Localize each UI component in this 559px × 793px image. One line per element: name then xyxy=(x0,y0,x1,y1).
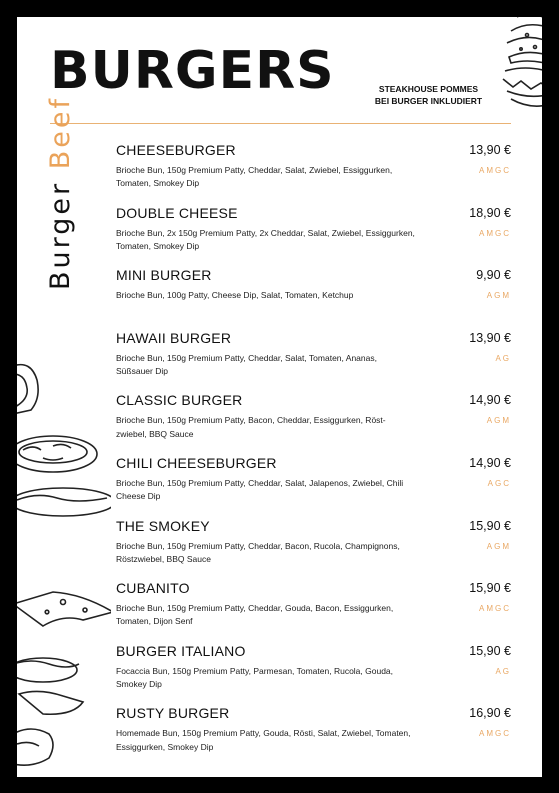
page-title: BURGERS xyxy=(50,41,335,101)
item-price: 18,90 € xyxy=(469,205,511,220)
menu-item xyxy=(116,705,511,768)
item-price: 15,90 € xyxy=(469,518,511,533)
item-description: Brioche Bun, 150g Premium Patty, Cheddar, Salat, Jalapenos, Zwiebel, Chili Cheese Dip xyxy=(116,477,404,502)
item-name: MINI BURGER xyxy=(116,267,212,284)
header-divider xyxy=(50,123,511,124)
item-allergens: AGM xyxy=(486,291,511,301)
tagline xyxy=(361,84,496,108)
item-description: Brioche Bun, 100g Patty, Cheese Dip, Salat, Tomaten, Ketchup xyxy=(116,290,354,301)
item-allergens: AG xyxy=(495,666,511,676)
menu-item xyxy=(116,392,511,455)
item-name: CLASSIC BURGER xyxy=(116,392,243,409)
item-description: Brioche Bun, 150g Premium Patty, Cheddar, Gouda, Bacon, Essiggurken, Tomaten, Dijon Senf xyxy=(116,603,394,627)
item-name: HAWAII BURGER xyxy=(116,329,232,346)
item-description: Homemade Bun, 150g Premium Patty, Gouda, Rösti, Salat, Zwiebel, Tomaten, Essiggurken, Smokey Dip xyxy=(116,728,411,752)
item-allergens: AMGC xyxy=(479,729,511,739)
item-description: Brioche Bun, 150g Premium Patty, Cheddar, Bacon, Rucola, Champignons, Röstzwiebel, BBQ Sauce xyxy=(116,540,400,564)
menu-item xyxy=(116,518,511,581)
item-price: 16,90 € xyxy=(469,706,511,721)
item-description: Brioche Bun, 150g Premium Patty, Cheddar, Salat, Tomaten, Ananas, Süßsauer Dip xyxy=(116,352,377,376)
item-allergens: AG xyxy=(495,353,511,363)
item-price: 13,90 € xyxy=(469,143,511,157)
menu-list xyxy=(116,142,511,768)
item-allergens: AGC xyxy=(487,478,511,488)
item-price: 13,90 € xyxy=(469,330,511,345)
item-description: Focaccia Bun, 150g Premium Patty, Parmesan, Tomaten, Rucola, Gouda, Smokey Dip xyxy=(116,665,394,689)
burger-illustration-top xyxy=(497,17,542,113)
item-price: 14,90 € xyxy=(469,393,511,408)
item-name: THE SMOKEY xyxy=(116,517,210,534)
tagline-line-2: BEI BURGER INKLUDIERT xyxy=(374,95,483,106)
menu-item xyxy=(116,330,511,393)
item-allergens: AGM xyxy=(486,541,511,551)
item-name: CHILI CHEESEBURGER xyxy=(116,454,277,471)
side-label xyxy=(47,96,74,290)
item-name: BURGER ITALIANO xyxy=(116,642,246,659)
item-name: DOUBLE CHEESE xyxy=(116,204,238,221)
menu-item xyxy=(116,205,511,268)
item-name: CUBANITO xyxy=(116,580,190,597)
side-label-word-2: Beef xyxy=(45,96,76,170)
burger-illustration-left xyxy=(17,362,111,777)
side-label-word-1: Burger xyxy=(45,180,76,290)
menu-item xyxy=(116,142,511,205)
menu-item xyxy=(116,580,511,643)
item-description: Brioche Bun, 150g Premium Patty, Cheddar, Salat, Zwiebel, Essiggurken, Tomaten, Smokey Dip xyxy=(116,165,393,189)
item-price: 15,90 € xyxy=(469,643,511,658)
item-allergens: AGM xyxy=(486,416,511,426)
item-description: Brioche Bun, 150g Premium Patty, Bacon, Cheddar, Essiggurken, Röst-zwiebel, BBQ Sauce xyxy=(116,415,386,439)
item-description: Brioche Bun, 2x 150g Premium Patty, 2x Cheddar, Salat, Zwiebel, Essiggurken, Tomaten, Smokey Dip xyxy=(116,227,415,251)
item-price: 14,90 € xyxy=(469,455,511,470)
item-name: CHEESEBURGER xyxy=(116,142,236,158)
menu-item xyxy=(116,643,511,706)
item-allergens: AMGC xyxy=(479,228,511,238)
menu-item xyxy=(116,267,511,330)
menu-page xyxy=(17,17,542,777)
item-name: RUSTY BURGER xyxy=(116,705,230,722)
menu-item xyxy=(116,455,511,518)
item-price: 15,90 € xyxy=(469,581,511,596)
item-price: 9,90 € xyxy=(476,268,511,283)
item-allergens: AMGC xyxy=(479,166,511,175)
item-allergens: AMGC xyxy=(479,604,511,614)
tagline-line-1: STEAKHOUSE POMMES xyxy=(378,84,479,94)
